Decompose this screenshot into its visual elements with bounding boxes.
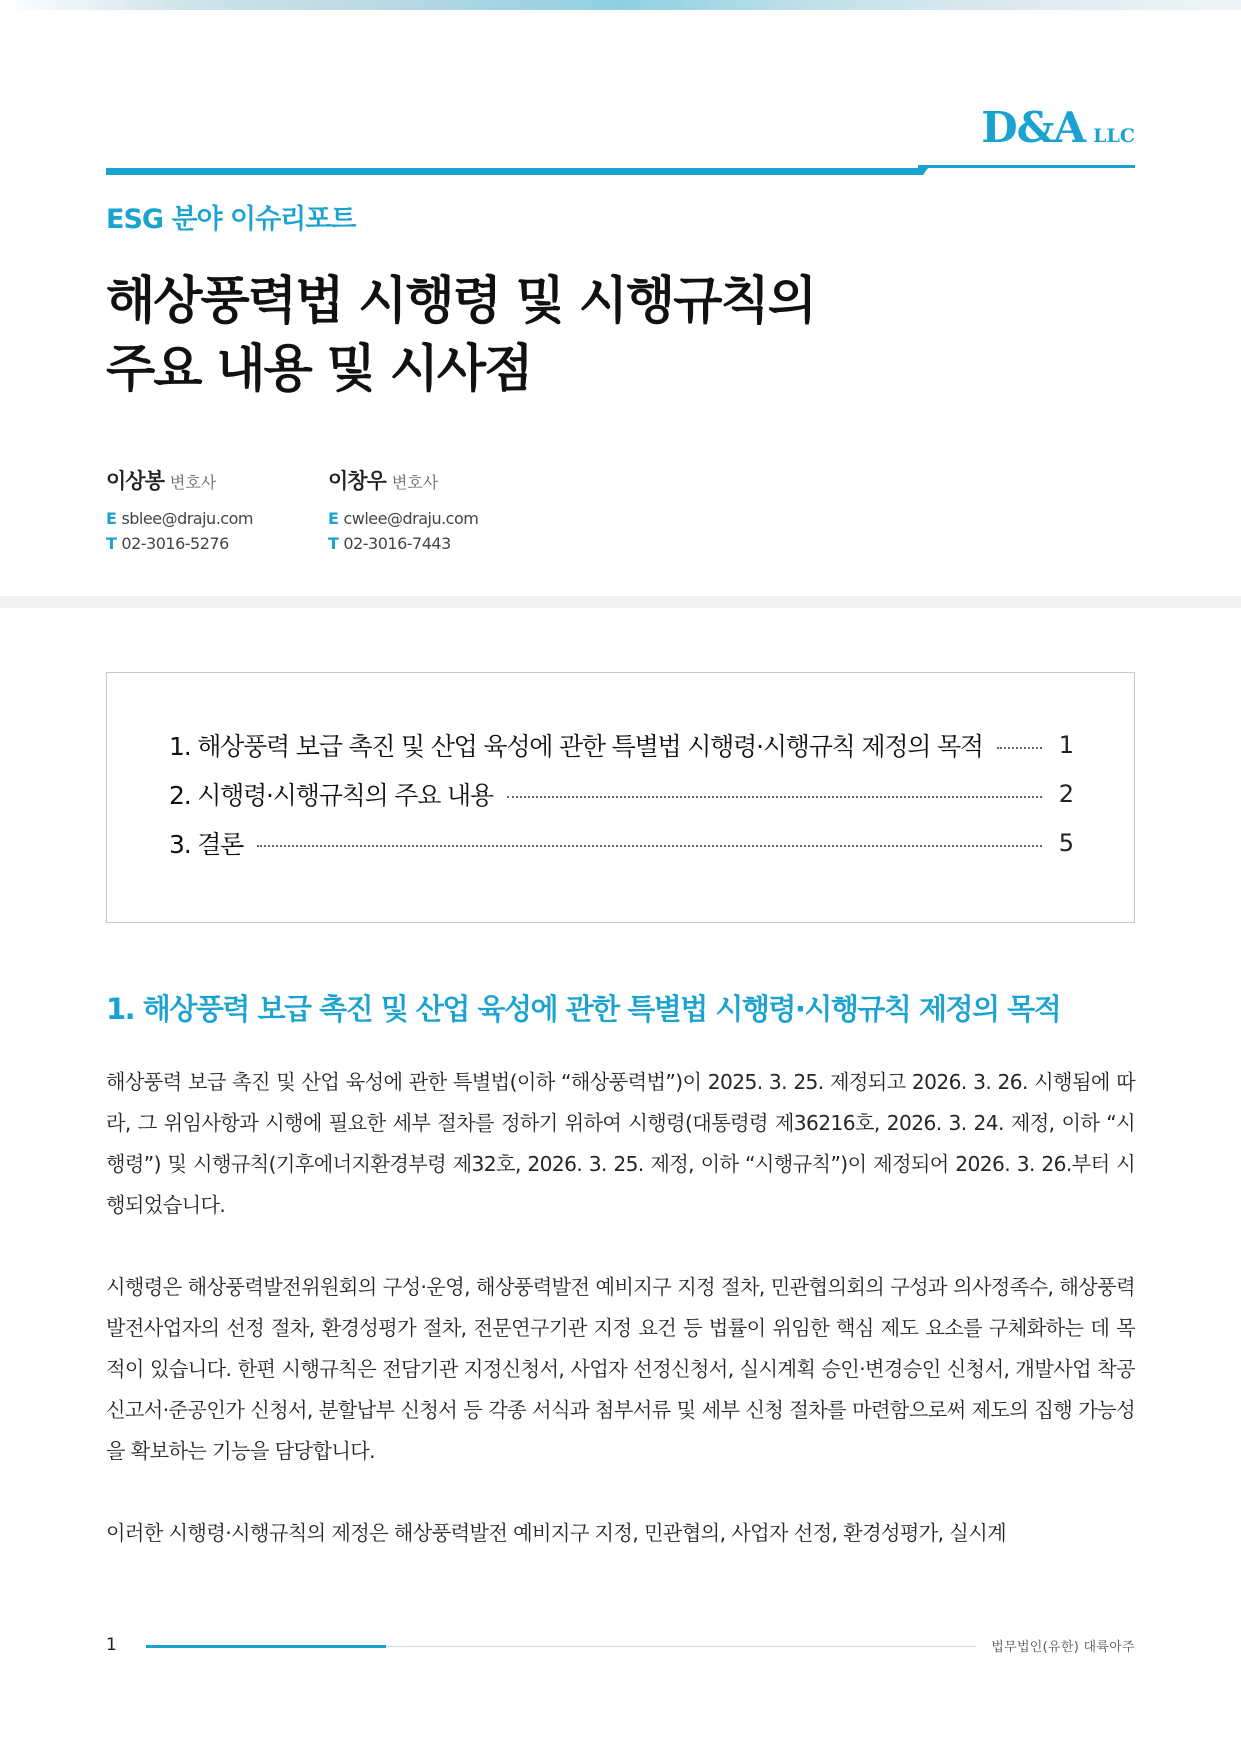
author-name: 이창우 (328, 469, 386, 493)
footer-rule-accent (146, 1645, 386, 1648)
toc-leader-dots (507, 796, 1042, 798)
report-category: ESG 분야 이슈리포트 (106, 204, 356, 235)
header-rule-thin (918, 165, 1135, 168)
page-number: 1 (106, 1635, 117, 1655)
top-gradient-bar (0, 0, 1241, 10)
logo-suffix: LLC (1093, 125, 1135, 147)
footer-rule (386, 1646, 976, 1647)
toc-item-label: 3. 결론 (169, 830, 244, 859)
logo-mark: D&A (981, 103, 1086, 152)
header-rule-slant (907, 168, 928, 175)
toc-leader-dots (997, 747, 1042, 749)
author-phone: 02-3016-5276 (121, 534, 229, 553)
report-title (106, 268, 815, 404)
author-role: 변호사 (169, 473, 217, 492)
header-rule (106, 168, 918, 175)
toc-item[interactable] (169, 776, 1074, 812)
toc-item-label: 1. 해상풍력 보급 촉진 및 산업 육성에 관한 특별법 시행령·시행규칙 제정의 목적 (169, 732, 983, 761)
author-email[interactable]: cwlee@draju.com (343, 509, 479, 528)
toc-item[interactable] (169, 825, 1074, 861)
body-paragraph: 이러한 시행령·시행규칙의 제정은 해상풍력발전 예비지구 지정, 민관협의, 사업자 선정, 환경성평가, 실시계 (106, 1521, 1007, 1545)
toc-item-label: 2. 시행령·시행규칙의 주요 내용 (169, 781, 493, 810)
author-card (106, 465, 253, 553)
section-heading: 1. 해상풍력 보급 촉진 및 산업 육성에 관한 특별법 시행령·시행규칙 제정의 목적 (106, 992, 1061, 1026)
footer-firm-name: 법무법인(유한) 대륙아주 (991, 1640, 1135, 1655)
author-phone: 02-3016-7443 (343, 534, 451, 553)
email-key: E (328, 509, 339, 528)
toc-item-page: 1 (1058, 731, 1074, 759)
author-role: 변호사 (391, 473, 439, 492)
email-key: E (106, 509, 117, 528)
firm-logo (981, 103, 1135, 152)
toc-item-page: 5 (1058, 829, 1074, 857)
author-email[interactable]: sblee@draju.com (121, 509, 253, 528)
author-name: 이상봉 (106, 469, 164, 493)
body-paragraph: 해상풍력 보급 촉진 및 산업 육성에 관한 특별법(이하 “해상풍력법”)이 2025. 3. 25. 제정되고 2026. 3. 26. 시행됨에 따라, 그 위임사항과 시행에 필요한 세부 절차를 정하기 위하여 시행령(대통령령 제36216호, 2026. 3. 24. 제정, 이하 “시행령”) 및 시행규칙(기후에너지환경부령 제32호, 2026. 3. 25. 제정, 이하 “시행규칙”)이 제정되어 2026. 3. 26.부터 시행되었습니다. (106, 1070, 1135, 1217)
phone-key: T (328, 534, 339, 553)
title-line-1: 해상풍력법 시행령 및 시행규칙의 (106, 272, 815, 331)
section-divider-band (0, 596, 1241, 608)
body-paragraph: 시행령은 해상풍력발전위원회의 구성·운영, 해상풍력발전 예비지구 지정 절차, 민관협의회의 구성과 의사정족수, 해상풍력발전사업자의 선정 절차, 환경성평가 절차, 전문연구기관 지정 요건 등 법률이 위임한 핵심 제도 요소를 구체화하는 데 목적이 있습니다. 한편 시행규칙은 전담기관 지정신청서, 사업자 선정신청서, 실시계획 승인·변경승인 신청서, 개발사업 착공신고서·준공인가 신청서, 분할납부 신청서 등 각종 서식과 첨부서류 및 세부 신청 절차를 마련함으로써 제도의 집행 가능성을 확보하는 기능을 담당합니다. (106, 1275, 1135, 1463)
phone-key: T (106, 534, 117, 553)
toc-item-page: 2 (1058, 780, 1074, 808)
author-card (328, 465, 478, 553)
table-of-contents (106, 672, 1135, 923)
toc-leader-dots (257, 845, 1042, 847)
title-line-2: 주요 내용 및 시사점 (106, 340, 532, 399)
toc-item[interactable] (169, 727, 1074, 763)
